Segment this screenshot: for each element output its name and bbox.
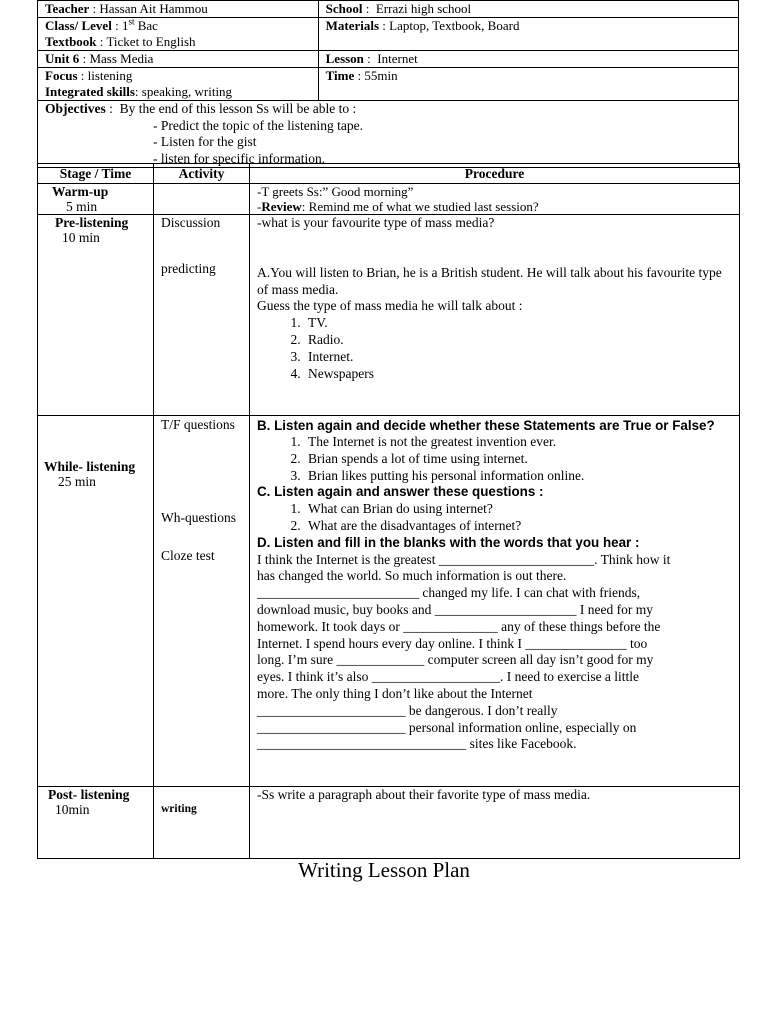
- cloze-line: _______________________________ sites like Facebook.: [257, 736, 577, 752]
- prelistening-a-text: A.You will listen to Brian, he is a British student. He will talk about his favourite type of mass media.: [257, 264, 722, 297]
- option-item: 3. Internet.: [304, 349, 732, 366]
- prelistening-procedure: [250, 215, 740, 416]
- skills-label: Integrated skills: [45, 84, 135, 99]
- warmup-activity: [154, 184, 250, 215]
- activity-tf: T/F questions: [161, 417, 235, 432]
- class-value-sup: st: [128, 16, 135, 27]
- question-item: 2. What are the disadvantages of internet?: [304, 518, 732, 535]
- warmup-time: 5 min: [66, 199, 98, 214]
- warmup-stage: [38, 184, 154, 215]
- school-cell: School : Errazi high school: [318, 1, 738, 18]
- textbook-value: Ticket to English: [106, 34, 196, 49]
- activity-wh: Wh-questions: [161, 510, 236, 525]
- section-d-heading: D. Listen and fill in the blanks with the words that you hear :: [257, 534, 640, 550]
- activity-predicting: predicting: [161, 261, 216, 276]
- wh-questions: [257, 501, 732, 535]
- focus-cell: Focus : listening Integrated skills: speaking, writing: [38, 68, 319, 101]
- col-header-procedure: Procedure: [250, 164, 740, 184]
- unit-value: Mass Media: [89, 51, 154, 66]
- warmup-review-text: : Remind me of what we studied last session?: [301, 199, 539, 214]
- statement-item: 2. Brian spends a lot of time using internet.: [304, 451, 732, 468]
- warmup-procedure: -T greets Ss:” Good morning” -Review: Remind me of what we studied last session?: [250, 184, 740, 215]
- warmup-greet: -T greets Ss:” Good morning”: [257, 184, 414, 199]
- postlistening-task: -Ss write a paragraph about their favorite type of mass media.: [257, 787, 591, 802]
- school-value: Errazi high school: [375, 1, 472, 16]
- cloze-line: has changed the world. So much information is out there.: [257, 568, 567, 584]
- mass-media-options: [257, 315, 732, 382]
- objectives-label: Objectives: [45, 101, 106, 116]
- cloze-line: homework. It took days or ______________ any of these things before the: [257, 618, 661, 634]
- prelistening-stage: [38, 215, 154, 416]
- question-item: 1. What can Brian do using internet?: [304, 501, 732, 518]
- school-label: School: [325, 1, 363, 16]
- prelistening-question: -what is your favourite type of mass media?: [257, 215, 495, 230]
- whilelistening-time: 25 min: [58, 474, 96, 489]
- objective-item: - Listen for the gist: [153, 134, 257, 149]
- lesson-label: Lesson: [325, 51, 364, 66]
- prelistening-guess: Guess the type of mass media he will talk about :: [257, 298, 523, 314]
- option-item: 1. TV.: [304, 315, 732, 332]
- warmup-stage-label: Warm-up: [52, 184, 109, 199]
- skills-value: speaking, writing: [141, 84, 233, 99]
- header-table: [37, 0, 739, 168]
- whilelistening-stage: [38, 416, 154, 787]
- objectives-cell: Objectives : By the end of this lesson Ss will be able to : - Predict the topic of the listening tape. - Listen for the gist - listen for specific information.: [38, 101, 739, 168]
- option-item: 2. Radio.: [304, 332, 732, 349]
- statement-item: 3. Brian likes putting his personal information online.: [304, 468, 732, 485]
- activity-discussion: Discussion: [161, 215, 221, 230]
- postlistening-stage: [38, 787, 154, 859]
- focus-value: listening: [87, 68, 133, 83]
- lesson-cell: Lesson : Internet: [318, 51, 738, 68]
- objectives-intro: By the end of this lesson Ss will be able to :: [119, 101, 357, 116]
- col-header-activity: Activity: [154, 164, 250, 184]
- whilelistening-activity: [154, 416, 250, 787]
- class-value: 1: [121, 18, 129, 33]
- focus-label: Focus: [45, 68, 78, 83]
- cloze-line: download music, buy books and _____________________ I need for my: [257, 601, 653, 617]
- textbook-label: Textbook: [45, 34, 97, 49]
- cloze-line: ________________________ changed my life. I can chat with friends,: [257, 585, 641, 601]
- time-value: 55min: [364, 68, 398, 83]
- statement-item: 1. The Internet is not the greatest invention ever.: [304, 434, 732, 451]
- section-b-heading: B. Listen again and decide whether these Statements are True or False?: [257, 418, 715, 433]
- activity-cloze: Cloze test: [161, 548, 215, 563]
- cloze-line: long. I’m sure _____________ computer screen all day isn’t good for my: [257, 652, 654, 668]
- postlistening-procedure: [250, 787, 740, 859]
- whilelistening-stage-label: While- listening: [44, 459, 136, 474]
- unit-label: Unit 6: [45, 51, 80, 66]
- activity-writing: writing: [161, 803, 197, 815]
- procedure-table: [37, 163, 740, 859]
- option-item: 4. Newspapers: [304, 366, 732, 383]
- cloze-line: ______________________ personal information online, especially on: [257, 719, 637, 735]
- cloze-text: [257, 552, 732, 754]
- whilelistening-procedure: [250, 416, 740, 787]
- warmup-review-label: Review: [261, 199, 302, 214]
- teacher-label: Teacher: [45, 1, 90, 16]
- cloze-line: I think the Internet is the greatest _______________________. Think how it: [257, 551, 671, 567]
- tf-statements: [257, 434, 732, 484]
- page-caption: Writing Lesson Plan: [298, 858, 470, 882]
- prelistening-time: 10 min: [62, 230, 100, 245]
- class-label: Class/ Level: [45, 18, 112, 33]
- teacher-value: Hassan Ait Hammou: [99, 1, 208, 16]
- materials-label: Materials: [325, 18, 380, 33]
- unit-cell: Unit 6 : Mass Media: [38, 51, 319, 68]
- materials-value: Laptop, Textbook, Board: [389, 18, 520, 33]
- time-cell: Time : 55min: [318, 68, 738, 101]
- postlistening-stage-label: Post- listening: [48, 787, 130, 802]
- col-header-stage: Stage / Time: [38, 164, 154, 184]
- postlistening-activity: [154, 787, 250, 859]
- cloze-line: more. The only thing I don’t like about the Internet: [257, 685, 533, 701]
- prelistening-activity: [154, 215, 250, 416]
- prelistening-stage-label: Pre-listening: [55, 215, 129, 230]
- objective-item: - Predict the topic of the listening tape.: [153, 117, 363, 133]
- materials-cell: Materials : Laptop, Textbook, Board: [318, 18, 738, 51]
- cloze-line: eyes. I think it’s also ___________________. I need to exercise a little: [257, 669, 640, 685]
- cloze-line: Internet. I spend hours every day online. I think I _______________ too: [257, 635, 648, 651]
- class-value-rest: Bac: [134, 18, 158, 33]
- section-c-heading: C. Listen again and answer these questions :: [257, 484, 544, 500]
- lesson-value: Internet: [377, 51, 418, 66]
- objective-item: - listen for specific information.: [153, 150, 326, 166]
- class-textbook-cell: Class/ Level : 1st Bac Textbook : Ticket to English: [38, 18, 319, 51]
- teacher-cell: Teacher : Hassan Ait Hammou: [38, 1, 319, 18]
- postlistening-time: 10min: [55, 802, 90, 817]
- cloze-line: ______________________ be dangerous. I don’t really: [257, 702, 558, 718]
- time-label: Time: [325, 68, 355, 83]
